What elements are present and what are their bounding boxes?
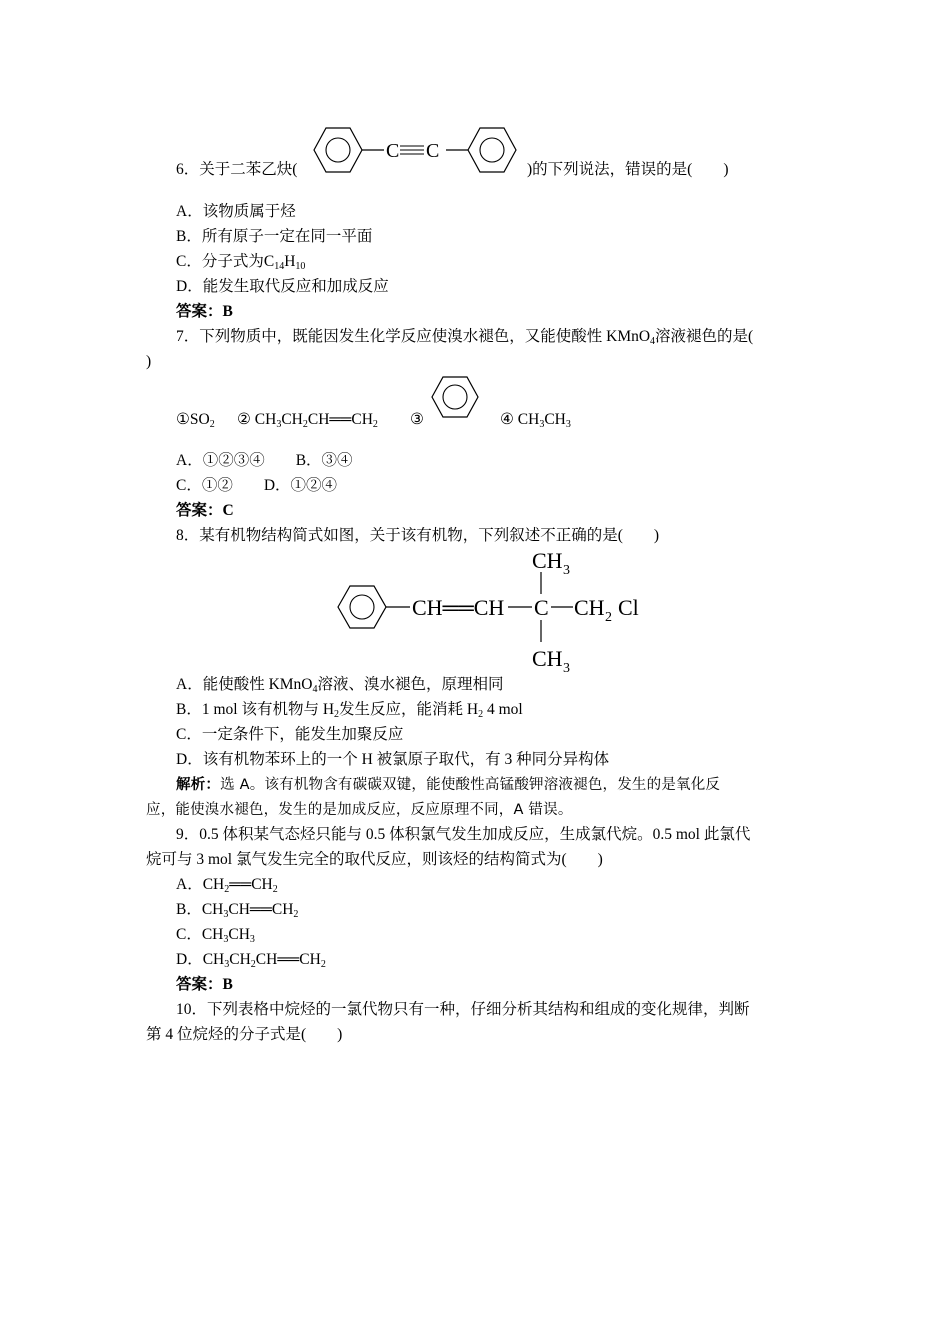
q9-option-c-t2: CH — [228, 926, 250, 943]
q9-option-c — [176, 925, 255, 947]
q8-option-d-text: D．该有机物苯环上的一个 H 被氯原子取代，有 3 种同分异构体 — [176, 751, 610, 768]
q8-ch-1: CH══CH — [412, 595, 505, 620]
q9-option-b-t1: B．CH — [176, 901, 224, 918]
q7-options-row2 — [176, 476, 337, 496]
q8-explain-line2: 应，能使溴水褪色，发生的是加成反应，反应原理不同，A 错误。 — [146, 802, 573, 818]
q10-line1-text: 10．下列表格中烷烃的一氯代物只有一种，仔细分析其结构和组成的变化规律，判断 — [176, 1001, 750, 1018]
q7-item3-text: ③ — [410, 411, 424, 428]
q8-option-c-text: C．一定条件下，能发生加聚反应 — [176, 726, 404, 743]
q9-option-b-t2: CH══CH — [228, 901, 294, 918]
subscript: 10 — [295, 261, 306, 272]
q6-option-b-text: B．所有原子一定在同一平面 — [176, 228, 373, 245]
q7-item2-mid2: CH══CH — [307, 411, 373, 428]
q7-item-1 — [176, 410, 215, 432]
q9-option-a-t1: A．CH — [176, 876, 225, 893]
svg-text:C: C — [386, 140, 400, 162]
q7-item4-text: ④ CH — [500, 411, 540, 428]
q6-answer-text: 答案：B — [176, 303, 233, 320]
q8-option-a-end: 溶液、溴水褪色，原理相同 — [317, 676, 504, 693]
q7-item2-text: ② CH — [237, 411, 277, 428]
q6-suffix-text: )的下列说法，错误的是( ) — [527, 161, 729, 178]
q7-stem-line2 — [146, 352, 151, 372]
q7-item4-mid: CH — [544, 411, 566, 428]
subscript: 4 — [312, 684, 318, 695]
diphenylacetylene-structure — [306, 122, 524, 178]
subscript: 2 — [293, 909, 299, 920]
q9-option-b — [176, 900, 298, 922]
subscript: 2 — [224, 884, 230, 895]
subscript: 2 — [209, 419, 215, 430]
q7-item2-mid: CH — [281, 411, 303, 428]
q8-ch3-bottom: CH — [532, 646, 563, 671]
q6-option-a-text: A．该物质属于烃 — [176, 203, 296, 220]
q8-line1-text: 8．某有机物结构简式如图，关于该有机物，下列叙述不正确的是( ) — [176, 527, 660, 544]
q8-cl: Cl — [618, 595, 639, 620]
q8-option-b-text: B．1 mol 该有机物与 H — [176, 701, 335, 718]
q7-item-4 — [500, 410, 571, 432]
subscript: 2 — [334, 709, 340, 720]
subscript: 3 — [276, 419, 282, 430]
subscript: 2 — [302, 419, 308, 430]
q7-item1-text: ①SO — [176, 411, 210, 428]
q10-stem-line2 — [146, 1025, 342, 1045]
q9-option-a — [176, 875, 278, 897]
q9-option-d-t1: D．CH — [176, 951, 225, 968]
q7-answer — [176, 501, 234, 521]
q9-option-c-t1: C．CH — [176, 926, 224, 943]
q6-answer — [176, 302, 233, 322]
q8-option-b-mid: 发生反应，能消耗 H — [339, 701, 479, 718]
q9-line1-text: 9．0.5 体积某气态烃只能与 0.5 体积氯气发生加成反应，生成氯代烷。0.5 mol 此氯代 — [176, 826, 751, 843]
q8-option-a-text: A．能使酸性 KMnO — [176, 676, 313, 693]
q8-ch2-sub: 2 — [605, 610, 612, 625]
q9-answer — [176, 975, 233, 995]
subscript: 3 — [565, 419, 571, 430]
q8-option-c — [176, 725, 403, 745]
subscript: 2 — [320, 959, 326, 970]
q7-options-row2-text: C．①② D．①②④ — [176, 477, 338, 494]
q10-stem-line1 — [176, 1000, 750, 1020]
subscript: 3 — [539, 419, 545, 430]
q6-option-d — [176, 277, 389, 297]
q8-option-b-end: 4 mol — [483, 701, 523, 718]
q9-stem-line2 — [146, 850, 603, 870]
q9-line2-text: 烷可与 3 mol 氯气发生完全的取代反应，则该烃的结构简式为( ) — [146, 851, 603, 868]
subscript: 2 — [272, 884, 278, 895]
q9-stem-line1 — [176, 825, 750, 845]
subscript: 3 — [223, 934, 229, 945]
subscript: 3 — [223, 909, 229, 920]
q7-line2-text: ) — [146, 353, 152, 370]
q10-line2-text: 第 4 位烷烃的分子式是( ) — [146, 1026, 343, 1043]
q6-prefix-text: 6．关于二苯乙炔( — [176, 161, 298, 178]
q8-explanation-line2 — [146, 800, 573, 820]
q9-option-d — [176, 950, 326, 972]
q8-explain-line1: 选 A。该有机物含有碳碳双键，能使酸性高锰酸钾溶液褪色，发生的是氧化反 — [220, 777, 721, 793]
q6-option-a — [176, 202, 296, 222]
subscript: 2 — [478, 709, 484, 720]
q8-ch3-top-sub: 3 — [563, 563, 570, 578]
q6-stem-suffix — [527, 160, 729, 180]
q8-structure — [332, 544, 652, 674]
q9-option-d-t3: CH══CH — [255, 951, 321, 968]
subscript: 14 — [274, 261, 285, 272]
q7-options-row1 — [176, 451, 353, 471]
subscript: 2 — [372, 419, 378, 430]
q9-answer-text: 答案：B — [176, 976, 233, 993]
q9-option-a-t2: ══CH — [229, 876, 273, 893]
subscript: 2 — [250, 959, 256, 970]
q7-answer-text: 答案：C — [176, 502, 234, 519]
q6-option-d-text: D．能发生取代反应和加成反应 — [176, 278, 389, 295]
subscript: 3 — [249, 934, 255, 945]
q7-stem-line1 — [176, 327, 753, 349]
q8-ch3-top: CH — [532, 548, 563, 573]
q8-option-d — [176, 750, 609, 770]
q8-ch3-bottom-sub: 3 — [563, 661, 570, 674]
q7-item-3 — [410, 410, 424, 430]
q6-option-c-text: C．分子式为C — [176, 253, 275, 270]
q9-option-d-t2: CH — [229, 951, 251, 968]
q8-c-center: C — [534, 595, 549, 620]
subscript: 4 — [650, 336, 656, 347]
q8-stem — [176, 526, 659, 546]
q8-ch2: CH — [574, 595, 605, 620]
q7-line1-text: 7．下列物质中，既能因发生化学反应使溴水褪色，又能使酸性 KMnO — [176, 328, 651, 345]
q6-option-c — [176, 252, 305, 274]
q8-explain-label: 解析： — [176, 777, 221, 793]
q7-item-2 — [237, 410, 378, 432]
q8-option-b — [176, 700, 523, 722]
benzene-structure — [428, 372, 482, 422]
q8-option-a — [176, 675, 504, 697]
q6-option-c-h: H — [284, 253, 296, 270]
q6-option-b — [176, 227, 372, 247]
subscript: 3 — [224, 959, 230, 970]
q7-line1-end: 溶液褪色的是( — [655, 328, 754, 345]
svg-text:C: C — [426, 140, 440, 162]
q7-options-row1-text: A．①②③④ B．③④ — [176, 452, 353, 469]
q6-stem-prefix — [176, 160, 297, 180]
q8-explanation-line1 — [176, 775, 720, 795]
